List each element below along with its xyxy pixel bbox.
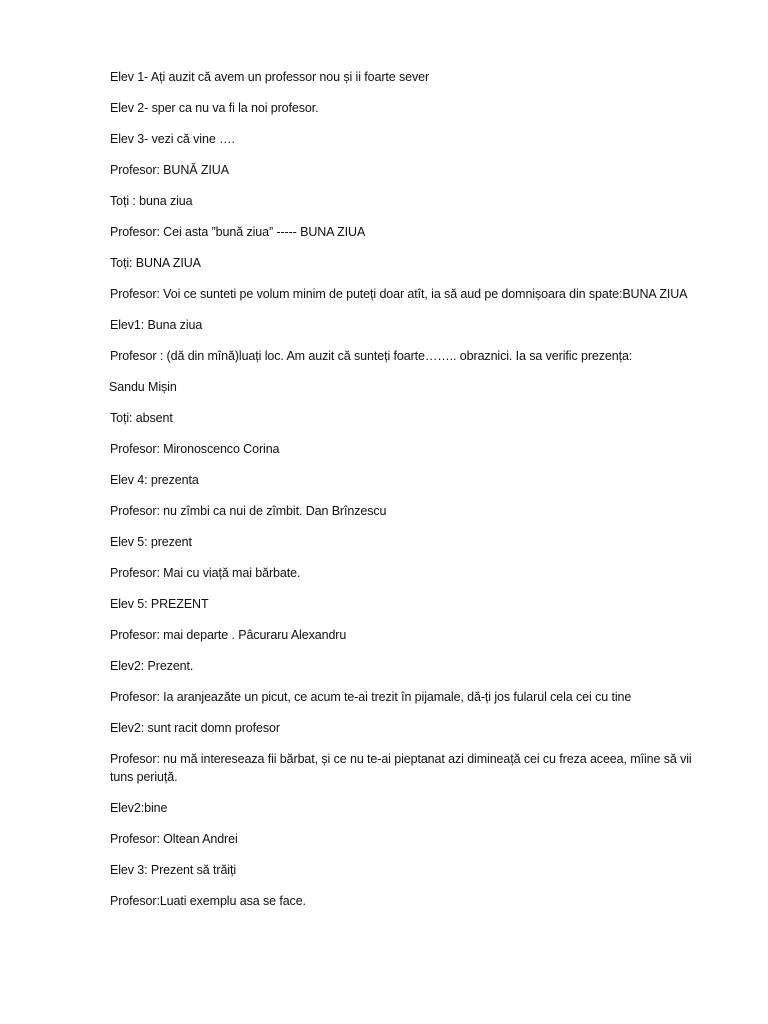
dialogue-line-14: Elev 4: prezenta <box>110 473 199 487</box>
dialogue-text <box>110 68 716 923</box>
dialogue-line-26: Elev 3: Prezent să trăiți <box>110 863 237 877</box>
dialogue-line-23: Profesor: nu mă intereseaza fii bărbat, și ce nu te-ai pieptanat azi dimineață cei cu freza aceea, mîine să vii tuns periuță. <box>110 752 692 784</box>
dialogue-line-5: Toți : buna ziua <box>110 194 193 208</box>
dialogue-line-7: Toți: BUNA ZIUA <box>110 256 201 270</box>
dialogue-line-16: Elev 5: prezent <box>110 535 192 549</box>
dialogue-line-25: Profesor: Oltean Andrei <box>110 832 238 846</box>
dialogue-line-8: Profesor: Voi ce sunteti pe volum minim de puteți doar atît, ia să aud pe domnișoara din spate:BUNA ZIUA <box>110 287 688 301</box>
dialogue-line-12: Toți: absent <box>110 411 173 425</box>
dialogue-line-20: Elev2: Prezent. <box>110 659 194 673</box>
dialogue-line-27: Profesor:Luati exemplu asa se face. <box>110 894 306 908</box>
dialogue-line-4: Profesor: BUNĂ ZIUA <box>110 163 229 177</box>
dialogue-line-6: Profesor: Cei asta ”bună ziua” ----- BUNA ZIUA <box>110 225 366 239</box>
dialogue-line-24: Elev2:bine <box>110 801 168 815</box>
dialogue-line-1: Elev 1- Ați auzit că avem un professor nou și ii foarte sever <box>110 70 430 84</box>
dialogue-line-3: Elev 3- vezi că vine …. <box>110 132 235 146</box>
dialogue-line-22: Elev2: sunt racit domn profesor <box>110 721 280 735</box>
dialogue-line-21: Profesor: Ia aranjeazăte un picut, ce acum te-ai trezit în pijamale, dă-ți jos fularul cela cei cu tine <box>110 690 632 704</box>
dialogue-line-11: Sandu Mișin <box>109 380 177 394</box>
dialogue-line-10: Profesor : (dă din mînă)luați loc. Am auzit că sunteți foarte…….. obraznici. Ia sa verific prezența: <box>110 349 633 363</box>
dialogue-line-9: Elev1: Buna ziua <box>110 318 203 332</box>
dialogue-line-19: Profesor: mai departe . Pâcuraru Alexandru <box>110 628 347 642</box>
dialogue-line-18: Elev 5: PREZENT <box>110 597 209 611</box>
dialogue-line-13: Profesor: Mironoscenco Corina <box>110 442 280 456</box>
dialogue-line-15: Profesor: nu zîmbi ca nui de zîmbit. Dan Brînzescu <box>110 504 387 518</box>
dialogue-line-17: Profesor: Mai cu viață mai bărbate. <box>110 566 301 580</box>
dialogue-line-2: Elev 2- sper ca nu va fi la noi profesor. <box>110 101 319 115</box>
